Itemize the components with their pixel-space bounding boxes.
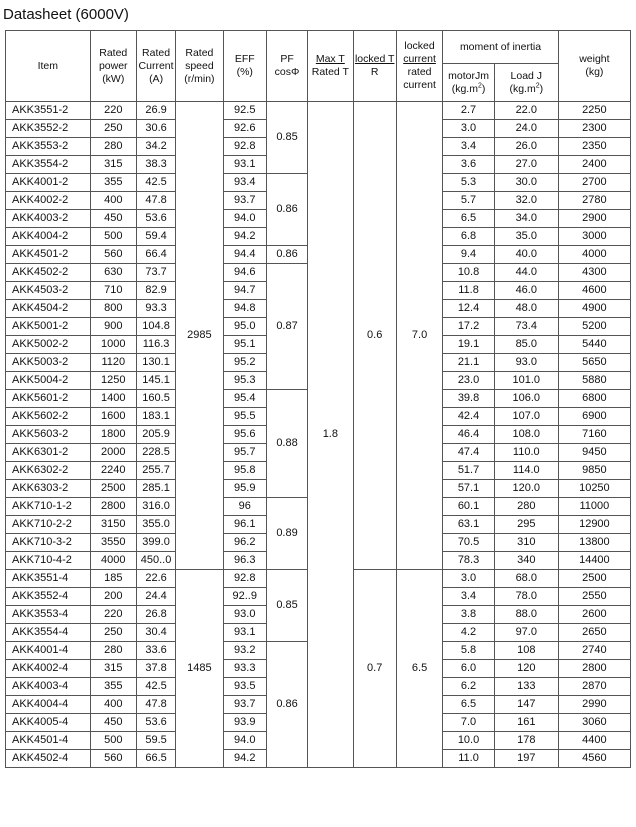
rated-power-cell: 500 (90, 228, 136, 246)
item-cell: AKK5603-2 (6, 426, 91, 444)
header-efficiency: EFF (%) (223, 31, 266, 102)
weight-cell: 2350 (558, 138, 630, 156)
motor-inertia-cell: 51.7 (443, 462, 495, 480)
weight-cell: 2500 (558, 570, 630, 588)
rated-current-cell: 24.4 (136, 588, 175, 606)
rated-current-cell: 47.8 (136, 192, 175, 210)
weight-cell: 4300 (558, 264, 630, 282)
efficiency-cell: 92.5 (223, 102, 266, 120)
rated-current-cell: 26.9 (136, 102, 175, 120)
item-cell: AKK3551-2 (6, 102, 91, 120)
item-cell: AKK4003-2 (6, 210, 91, 228)
weight-cell: 2740 (558, 642, 630, 660)
load-inertia-cell: 68.0 (494, 570, 558, 588)
efficiency-cell: 93.2 (223, 642, 266, 660)
efficiency-cell: 95.4 (223, 390, 266, 408)
efficiency-cell: 94.6 (223, 264, 266, 282)
load-inertia-cell: 93.0 (494, 354, 558, 372)
rated-power-cell: 900 (90, 318, 136, 336)
power-factor-cell: 0.85 (266, 102, 307, 174)
item-cell: AKK5602-2 (6, 408, 91, 426)
rated-power-cell: 2000 (90, 444, 136, 462)
rated-power-cell: 800 (90, 300, 136, 318)
item-cell: AKK3553-2 (6, 138, 91, 156)
motor-inertia-cell: 10.8 (443, 264, 495, 282)
weight-cell: 6900 (558, 408, 630, 426)
rated-power-cell: 315 (90, 660, 136, 678)
efficiency-cell: 92.6 (223, 120, 266, 138)
header-item: Item (6, 31, 91, 102)
rated-power-cell: 4000 (90, 552, 136, 570)
motor-inertia-cell: 3.8 (443, 606, 495, 624)
rated-power-cell: 280 (90, 138, 136, 156)
rated-power-cell: 710 (90, 282, 136, 300)
header-max-torque: Max T Rated T (308, 31, 353, 102)
header-moment-of-inertia: moment of inertia (443, 31, 559, 64)
efficiency-cell: 94.4 (223, 246, 266, 264)
motor-inertia-cell: 5.7 (443, 192, 495, 210)
motor-inertia-cell: 3.4 (443, 588, 495, 606)
weight-cell: 3060 (558, 714, 630, 732)
item-cell: AKK4002-4 (6, 660, 91, 678)
rated-speed-cell: 1485 (176, 570, 223, 768)
power-factor-cell: 0.89 (266, 498, 307, 570)
rated-power-cell: 1120 (90, 354, 136, 372)
load-inertia-cell: 73.4 (494, 318, 558, 336)
weight-cell: 4560 (558, 750, 630, 768)
weight-cell: 5440 (558, 336, 630, 354)
motor-inertia-cell: 2.7 (443, 102, 495, 120)
rated-power-cell: 220 (90, 606, 136, 624)
weight-cell: 4000 (558, 246, 630, 264)
load-inertia-cell: 107.0 (494, 408, 558, 426)
header-locked-current: locked current rated current (396, 31, 442, 102)
efficiency-cell: 93.0 (223, 606, 266, 624)
item-cell: AKK6303-2 (6, 480, 91, 498)
item-cell: AKK4004-4 (6, 696, 91, 714)
load-inertia-cell: 30.0 (494, 174, 558, 192)
rated-current-cell: 116.3 (136, 336, 175, 354)
locked-current-cell: 6.5 (396, 570, 442, 768)
rated-power-cell: 3150 (90, 516, 136, 534)
rated-current-cell: 145.1 (136, 372, 175, 390)
load-inertia-cell: 27.0 (494, 156, 558, 174)
rated-power-cell: 450 (90, 210, 136, 228)
item-cell: AKK3551-4 (6, 570, 91, 588)
motor-inertia-cell: 39.8 (443, 390, 495, 408)
rated-current-cell: 42.5 (136, 174, 175, 192)
item-cell: AKK4502-2 (6, 264, 91, 282)
rated-power-cell: 3550 (90, 534, 136, 552)
weight-cell: 2250 (558, 102, 630, 120)
motor-inertia-cell: 63.1 (443, 516, 495, 534)
weight-cell: 5650 (558, 354, 630, 372)
item-cell: AKK3552-4 (6, 588, 91, 606)
weight-cell: 5880 (558, 372, 630, 390)
efficiency-cell: 95.9 (223, 480, 266, 498)
rated-current-cell: 53.6 (136, 714, 175, 732)
weight-cell: 4600 (558, 282, 630, 300)
rated-current-cell: 53.6 (136, 210, 175, 228)
load-inertia-cell: 24.0 (494, 120, 558, 138)
power-factor-cell: 0.86 (266, 246, 307, 264)
power-factor-cell: 0.85 (266, 570, 307, 642)
item-cell: AKK4002-2 (6, 192, 91, 210)
load-inertia-cell: 133 (494, 678, 558, 696)
motor-inertia-cell: 11.0 (443, 750, 495, 768)
load-inertia-cell: 85.0 (494, 336, 558, 354)
motor-inertia-cell: 3.6 (443, 156, 495, 174)
rated-power-cell: 355 (90, 678, 136, 696)
motor-inertia-cell: 6.2 (443, 678, 495, 696)
item-cell: AKK3554-2 (6, 156, 91, 174)
motor-inertia-cell: 19.1 (443, 336, 495, 354)
efficiency-cell: 94.0 (223, 732, 266, 750)
power-factor-cell: 0.87 (266, 264, 307, 390)
item-cell: AKK4504-2 (6, 300, 91, 318)
rated-power-cell: 200 (90, 588, 136, 606)
item-cell: AKK3554-4 (6, 624, 91, 642)
motor-inertia-cell: 3.4 (443, 138, 495, 156)
weight-cell: 6800 (558, 390, 630, 408)
load-inertia-cell: 340 (494, 552, 558, 570)
rated-power-cell: 1000 (90, 336, 136, 354)
efficiency-cell: 94.2 (223, 750, 266, 768)
rated-current-cell: 66.5 (136, 750, 175, 768)
item-cell: AKK3553-4 (6, 606, 91, 624)
rated-current-cell: 38.3 (136, 156, 175, 174)
header-locked-torque: locked T R (353, 31, 396, 102)
load-inertia-cell: 97.0 (494, 624, 558, 642)
weight-cell: 9450 (558, 444, 630, 462)
rated-power-cell: 315 (90, 156, 136, 174)
rated-current-cell: 22.6 (136, 570, 175, 588)
item-cell: AKK3552-2 (6, 120, 91, 138)
efficiency-cell: 92.8 (223, 138, 266, 156)
locked-torque-cell: 0.6 (353, 102, 396, 570)
item-cell: AKK710-3-2 (6, 534, 91, 552)
power-factor-cell: 0.88 (266, 390, 307, 498)
efficiency-cell: 93.4 (223, 174, 266, 192)
rated-power-cell: 2500 (90, 480, 136, 498)
rated-current-cell: 30.6 (136, 120, 175, 138)
efficiency-cell: 95.3 (223, 372, 266, 390)
efficiency-cell: 92.8 (223, 570, 266, 588)
rated-current-cell: 255.7 (136, 462, 175, 480)
rated-current-cell: 93.3 (136, 300, 175, 318)
rated-power-cell: 560 (90, 750, 136, 768)
weight-cell: 2870 (558, 678, 630, 696)
rated-current-cell: 205.9 (136, 426, 175, 444)
item-cell: AKK4003-4 (6, 678, 91, 696)
load-inertia-cell: 161 (494, 714, 558, 732)
efficiency-cell: 93.3 (223, 660, 266, 678)
rated-current-cell: 160.5 (136, 390, 175, 408)
rated-power-cell: 1800 (90, 426, 136, 444)
rated-current-cell: 399.0 (136, 534, 175, 552)
rated-current-cell: 183.1 (136, 408, 175, 426)
header-rated-speed: Rated speed (r/min) (176, 31, 223, 102)
item-cell: AKK4503-2 (6, 282, 91, 300)
weight-cell: 2700 (558, 174, 630, 192)
motor-inertia-cell: 9.4 (443, 246, 495, 264)
efficiency-cell: 92..9 (223, 588, 266, 606)
weight-cell: 2650 (558, 624, 630, 642)
motor-inertia-cell: 60.1 (443, 498, 495, 516)
rated-power-cell: 450 (90, 714, 136, 732)
load-inertia-cell: 110.0 (494, 444, 558, 462)
motor-inertia-cell: 11.8 (443, 282, 495, 300)
rated-power-cell: 2800 (90, 498, 136, 516)
motor-inertia-cell: 46.4 (443, 426, 495, 444)
item-cell: AKK5002-2 (6, 336, 91, 354)
rated-current-cell: 30.4 (136, 624, 175, 642)
load-inertia-cell: 108 (494, 642, 558, 660)
efficiency-cell: 94.8 (223, 300, 266, 318)
motor-inertia-cell: 5.8 (443, 642, 495, 660)
rated-current-cell: 104.8 (136, 318, 175, 336)
load-inertia-cell: 108.0 (494, 426, 558, 444)
item-cell: AKK4501-2 (6, 246, 91, 264)
weight-cell: 7160 (558, 426, 630, 444)
item-cell: AKK4502-4 (6, 750, 91, 768)
power-factor-cell: 0.86 (266, 642, 307, 768)
load-inertia-cell: 106.0 (494, 390, 558, 408)
efficiency-cell: 96.1 (223, 516, 266, 534)
weight-cell: 2900 (558, 210, 630, 228)
efficiency-cell: 93.1 (223, 156, 266, 174)
load-inertia-cell: 310 (494, 534, 558, 552)
rated-power-cell: 1250 (90, 372, 136, 390)
rated-power-cell: 1400 (90, 390, 136, 408)
motor-inertia-cell: 3.0 (443, 570, 495, 588)
weight-cell: 2400 (558, 156, 630, 174)
efficiency-cell: 95.0 (223, 318, 266, 336)
weight-cell: 9850 (558, 462, 630, 480)
weight-cell: 3000 (558, 228, 630, 246)
efficiency-cell: 95.8 (223, 462, 266, 480)
weight-cell: 4400 (558, 732, 630, 750)
rated-current-cell: 42.5 (136, 678, 175, 696)
weight-cell: 4900 (558, 300, 630, 318)
load-inertia-cell: 22.0 (494, 102, 558, 120)
efficiency-cell: 95.1 (223, 336, 266, 354)
rated-power-cell: 250 (90, 120, 136, 138)
rated-current-cell: 228.5 (136, 444, 175, 462)
item-cell: AKK4501-4 (6, 732, 91, 750)
motor-inertia-cell: 3.0 (443, 120, 495, 138)
weight-cell: 2550 (558, 588, 630, 606)
efficiency-cell: 95.7 (223, 444, 266, 462)
item-cell: AKK710-1-2 (6, 498, 91, 516)
weight-cell: 2780 (558, 192, 630, 210)
efficiency-cell: 94.0 (223, 210, 266, 228)
efficiency-cell: 93.9 (223, 714, 266, 732)
rated-power-cell: 355 (90, 174, 136, 192)
motor-inertia-cell: 6.5 (443, 210, 495, 228)
weight-cell: 2300 (558, 120, 630, 138)
motor-inertia-cell: 47.4 (443, 444, 495, 462)
load-inertia-cell: 46.0 (494, 282, 558, 300)
efficiency-cell: 93.7 (223, 696, 266, 714)
load-inertia-cell: 295 (494, 516, 558, 534)
item-cell: AKK710-4-2 (6, 552, 91, 570)
weight-cell: 14400 (558, 552, 630, 570)
motor-inertia-cell: 12.4 (443, 300, 495, 318)
rated-power-cell: 250 (90, 624, 136, 642)
efficiency-cell: 95.5 (223, 408, 266, 426)
rated-current-cell: 73.7 (136, 264, 175, 282)
rated-current-cell: 26.8 (136, 606, 175, 624)
rated-current-cell: 130.1 (136, 354, 175, 372)
item-cell: AKK4001-2 (6, 174, 91, 192)
efficiency-cell: 93.7 (223, 192, 266, 210)
efficiency-cell: 96.2 (223, 534, 266, 552)
rated-power-cell: 560 (90, 246, 136, 264)
datasheet-body (6, 102, 631, 768)
motor-inertia-cell: 21.1 (443, 354, 495, 372)
rated-current-cell: 66.4 (136, 246, 175, 264)
page-title: Datasheet (6000V) (3, 6, 129, 23)
motor-inertia-cell: 4.2 (443, 624, 495, 642)
load-inertia-cell: 34.0 (494, 210, 558, 228)
rated-power-cell: 500 (90, 732, 136, 750)
item-cell: AKK4001-4 (6, 642, 91, 660)
item-cell: AKK5601-2 (6, 390, 91, 408)
efficiency-cell: 93.5 (223, 678, 266, 696)
max-torque-cell: 1.8 (308, 102, 353, 768)
load-inertia-cell: 101.0 (494, 372, 558, 390)
motor-inertia-cell: 6.5 (443, 696, 495, 714)
motor-inertia-cell: 6.0 (443, 660, 495, 678)
load-inertia-cell: 26.0 (494, 138, 558, 156)
rated-current-cell: 285.1 (136, 480, 175, 498)
motor-inertia-cell: 17.2 (443, 318, 495, 336)
rated-current-cell: 82.9 (136, 282, 175, 300)
item-cell: AKK4004-2 (6, 228, 91, 246)
item-cell: AKK4005-4 (6, 714, 91, 732)
rated-speed-cell: 2985 (176, 102, 223, 570)
item-cell: AKK710-2-2 (6, 516, 91, 534)
efficiency-cell: 94.2 (223, 228, 266, 246)
weight-cell: 5200 (558, 318, 630, 336)
header-motor-inertia: motorJm $(kg.m^2)$ (443, 64, 495, 102)
efficiency-cell: 96.3 (223, 552, 266, 570)
table-row (6, 102, 631, 120)
item-cell: AKK5003-2 (6, 354, 91, 372)
motor-inertia-cell: 23.0 (443, 372, 495, 390)
load-inertia-cell: 280 (494, 498, 558, 516)
rated-power-cell: 185 (90, 570, 136, 588)
load-inertia-cell: 120 (494, 660, 558, 678)
motor-inertia-cell: 6.8 (443, 228, 495, 246)
load-inertia-cell: 78.0 (494, 588, 558, 606)
rated-power-cell: 1600 (90, 408, 136, 426)
weight-cell: 2990 (558, 696, 630, 714)
load-inertia-cell: 197 (494, 750, 558, 768)
load-inertia-cell: 32.0 (494, 192, 558, 210)
motor-inertia-cell: 10.0 (443, 732, 495, 750)
locked-torque-cell: 0.7 (353, 570, 396, 768)
rated-current-cell: 59.4 (136, 228, 175, 246)
rated-current-cell: 34.2 (136, 138, 175, 156)
weight-cell: 10250 (558, 480, 630, 498)
rated-current-cell: 355.0 (136, 516, 175, 534)
datasheet-table (5, 30, 631, 768)
rated-power-cell: 630 (90, 264, 136, 282)
rated-current-cell: 33.6 (136, 642, 175, 660)
header-power-factor: PF cosΦ (266, 31, 307, 102)
weight-cell: 13800 (558, 534, 630, 552)
header-weight: weight (kg) (558, 31, 630, 102)
rated-current-cell: 450..0 (136, 552, 175, 570)
item-cell: AKK5001-2 (6, 318, 91, 336)
rated-current-cell: 47.8 (136, 696, 175, 714)
weight-cell: 11000 (558, 498, 630, 516)
efficiency-cell: 94.7 (223, 282, 266, 300)
rated-current-cell: 37.8 (136, 660, 175, 678)
rated-power-cell: 400 (90, 696, 136, 714)
rated-current-cell: 316.0 (136, 498, 175, 516)
item-cell: AKK6302-2 (6, 462, 91, 480)
rated-power-cell: 220 (90, 102, 136, 120)
efficiency-cell: 93.1 (223, 624, 266, 642)
header-rated-power: Rated power (kW) (90, 31, 136, 102)
item-cell: AKK6301-2 (6, 444, 91, 462)
load-inertia-cell: 44.0 (494, 264, 558, 282)
load-inertia-cell: 114.0 (494, 462, 558, 480)
efficiency-cell: 96 (223, 498, 266, 516)
load-inertia-cell: 88.0 (494, 606, 558, 624)
load-inertia-cell: 178 (494, 732, 558, 750)
load-inertia-cell: 40.0 (494, 246, 558, 264)
rated-power-cell: 280 (90, 642, 136, 660)
rated-current-cell: 59.5 (136, 732, 175, 750)
rated-power-cell: 400 (90, 192, 136, 210)
load-inertia-cell: 147 (494, 696, 558, 714)
weight-cell: 12900 (558, 516, 630, 534)
header-rated-current: Rated Current (A) (136, 31, 175, 102)
motor-inertia-cell: 57.1 (443, 480, 495, 498)
load-inertia-cell: 48.0 (494, 300, 558, 318)
motor-inertia-cell: 5.3 (443, 174, 495, 192)
motor-inertia-cell: 7.0 (443, 714, 495, 732)
motor-inertia-cell: 42.4 (443, 408, 495, 426)
item-cell: AKK5004-2 (6, 372, 91, 390)
header-load-inertia: Load J $(kg.m^2)$ (494, 64, 558, 102)
rated-power-cell: 2240 (90, 462, 136, 480)
load-inertia-cell: 35.0 (494, 228, 558, 246)
weight-cell: 2600 (558, 606, 630, 624)
load-inertia-cell: 120.0 (494, 480, 558, 498)
power-factor-cell: 0.86 (266, 174, 307, 246)
efficiency-cell: 95.6 (223, 426, 266, 444)
motor-inertia-cell: 70.5 (443, 534, 495, 552)
efficiency-cell: 95.2 (223, 354, 266, 372)
locked-current-cell: 7.0 (396, 102, 442, 570)
motor-inertia-cell: 78.3 (443, 552, 495, 570)
weight-cell: 2800 (558, 660, 630, 678)
